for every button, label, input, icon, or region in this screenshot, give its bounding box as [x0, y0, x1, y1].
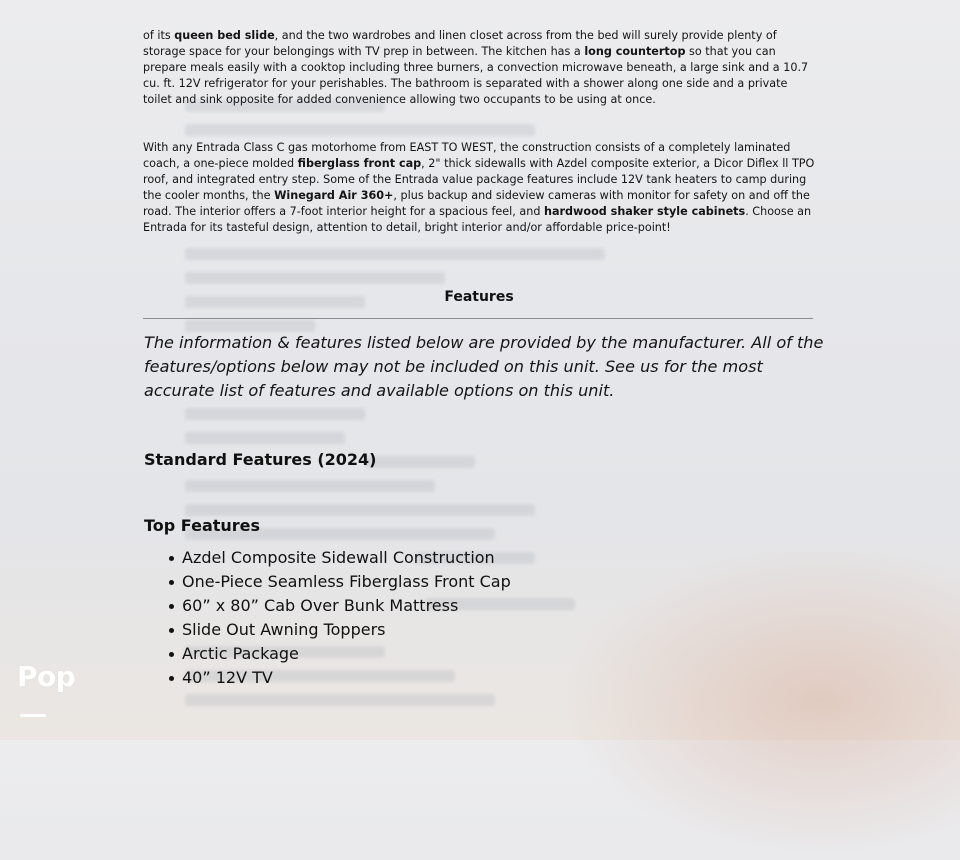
paragraph2-bold-1: fiberglass front cap [297, 157, 422, 171]
paragraph1-text-2: , and the two wardrobes and linen closet across from the bed will surely provide plenty of storage space for your belongings with TV prep in between. The kitchen has a [143, 29, 777, 59]
paragraph1-bold-2: long countertop [584, 45, 686, 59]
bullet-icon [169, 604, 174, 609]
list-item [144, 570, 511, 594]
bullet-icon [169, 580, 174, 585]
feature-label: One-Piece Seamless Fiberglass Front Cap [182, 572, 511, 591]
list-item [144, 546, 511, 570]
paragraph2-text-2: , 2" thick sidewalls with Azdel composite exterior, a Dicor Diflex ll TPO roof, and integrated entry step. Some of the Entrada value package features include 12V tank heaters to camp during the cooler months, the [143, 157, 815, 203]
manufacturer-disclaimer: The information & features listed below are provided by the manufacturer. All of the features/options below may not be included on this unit. See us for the most accurate list of features and available options on this unit. [144, 333, 824, 400]
list-item [144, 618, 511, 642]
paragraph2-bold-2: Winegard Air 360+ [274, 189, 394, 203]
standard-features-heading: Standard Features (2024) [144, 450, 377, 469]
feature-label: Arctic Package [182, 644, 299, 663]
pop-watermark-dash [20, 714, 46, 717]
description-paragraph-2 [143, 140, 815, 237]
bullet-icon [169, 628, 174, 633]
list-item [144, 642, 511, 666]
top-features-list [144, 546, 511, 690]
pop-watermark-logo: Pop [17, 660, 76, 693]
features-title: Features [444, 289, 514, 305]
list-item [144, 594, 511, 618]
feature-label: 60” x 80” Cab Over Bunk Mattress [182, 596, 459, 615]
paragraph2-text-3: , plus backup and sideview cameras with monitor for safety on and off the road. The interior offers a 7-foot interior height for a spacious feel, and [143, 189, 810, 219]
top-features-heading: Top Features [144, 516, 261, 535]
feature-label: 40” 12V TV [182, 668, 273, 687]
section-divider [143, 318, 813, 319]
paragraph1-text-1: of its [143, 29, 175, 42]
paragraph2-text-4: . Choose an Entrada for its tasteful design, attention to detail, bright interior and/or affordable price-point! [143, 205, 812, 235]
description-paragraph-1 [143, 28, 815, 108]
background-glow [560, 540, 960, 860]
paragraph1-text-3: so that you can prepare meals easily with a cooktop including three burners, a convection microwave beneath, a large sink and a 10.7 cu. ft. 12V refrigerator for your perishables. The bathroom is separated with a shower along one side and a private toilet and sink opposite for added convenience allowing two occupants to be using at once. [143, 45, 809, 107]
bullet-icon [169, 652, 174, 657]
bullet-icon [169, 556, 174, 561]
paragraph2-bold-3: hardwood shaker style cabinets [544, 205, 746, 219]
feature-label: Slide Out Awning Toppers [182, 620, 386, 639]
bullet-icon [169, 676, 174, 681]
feature-label: Azdel Composite Sidewall Construction [182, 548, 495, 567]
paragraph2-text-1: With any Entrada Class C gas motorhome from EAST TO WEST, the construction consists of a completely laminated coach, a one-piece molded [143, 141, 791, 171]
paragraph1-bold-1: queen bed slide [174, 29, 275, 42]
list-item [144, 666, 511, 690]
